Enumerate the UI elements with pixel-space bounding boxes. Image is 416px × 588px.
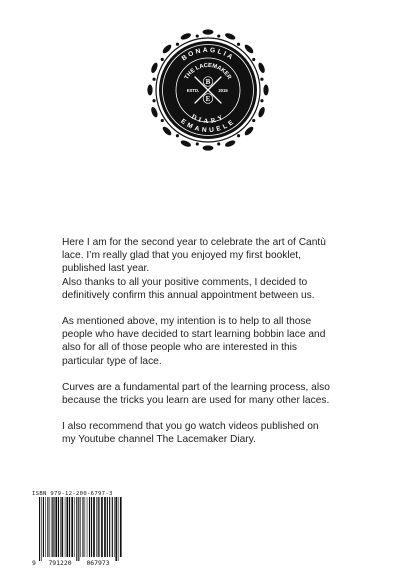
barcode-digit-prefix: 9 <box>32 559 36 567</box>
text-line: Here I am for the second year to celebrate the art of Cantù <box>62 237 326 248</box>
text-line: Curves are a fundamental part of the learning process, also <box>62 381 330 393</box>
isbn-label: ISBN 979-12-200-6797-3 <box>32 491 113 497</box>
logo-monogram-b: B <box>205 78 211 86</box>
text-line: people who have decided to start learning bobbin lace and <box>62 329 326 341</box>
paragraph <box>62 315 362 368</box>
lacemaker-diary-logo <box>140 22 276 158</box>
barcode-bars <box>39 497 122 561</box>
logo-year: 2015 <box>218 88 228 93</box>
text-line: my Youtube channel The Lacemaker Diary. <box>62 434 256 446</box>
isbn-barcode <box>30 497 126 567</box>
text-line: because the tricks you learn are used for many other laces. <box>62 395 330 407</box>
barcode-digits-left: 791220 <box>48 559 72 567</box>
paragraph <box>62 381 362 407</box>
text-line: also for all of those people who are interested in this <box>62 342 298 354</box>
text-line: published last year. <box>62 263 150 275</box>
text-line: As mentioned above, my intention is to help to all those <box>62 316 312 328</box>
logo-diary: DIARY <box>189 113 227 126</box>
logo-bottom-arc: EMANUELE <box>179 117 237 135</box>
barcode-digits-right: 067973 <box>86 559 110 567</box>
logo-estd: ESTD. <box>186 88 200 93</box>
logo-banner: THE LACEMAKER <box>183 62 232 81</box>
paragraph <box>62 420 362 446</box>
text-line: particular type of lace. <box>62 355 162 367</box>
text-line: I also recommend that you go watch videos published on <box>62 421 319 433</box>
body-text <box>62 236 362 460</box>
paragraph <box>62 236 362 302</box>
logo-monogram-e: E <box>205 95 211 103</box>
text-line: lace. I’m really glad that you enjoyed my first booklet, <box>62 250 301 262</box>
logo-top-arc: BONAGLIA <box>180 46 236 63</box>
text-line: definitively confirm this annual appointment between us. <box>62 289 315 301</box>
text-line: Also thanks to all your positive comments, I decided to <box>62 276 308 288</box>
